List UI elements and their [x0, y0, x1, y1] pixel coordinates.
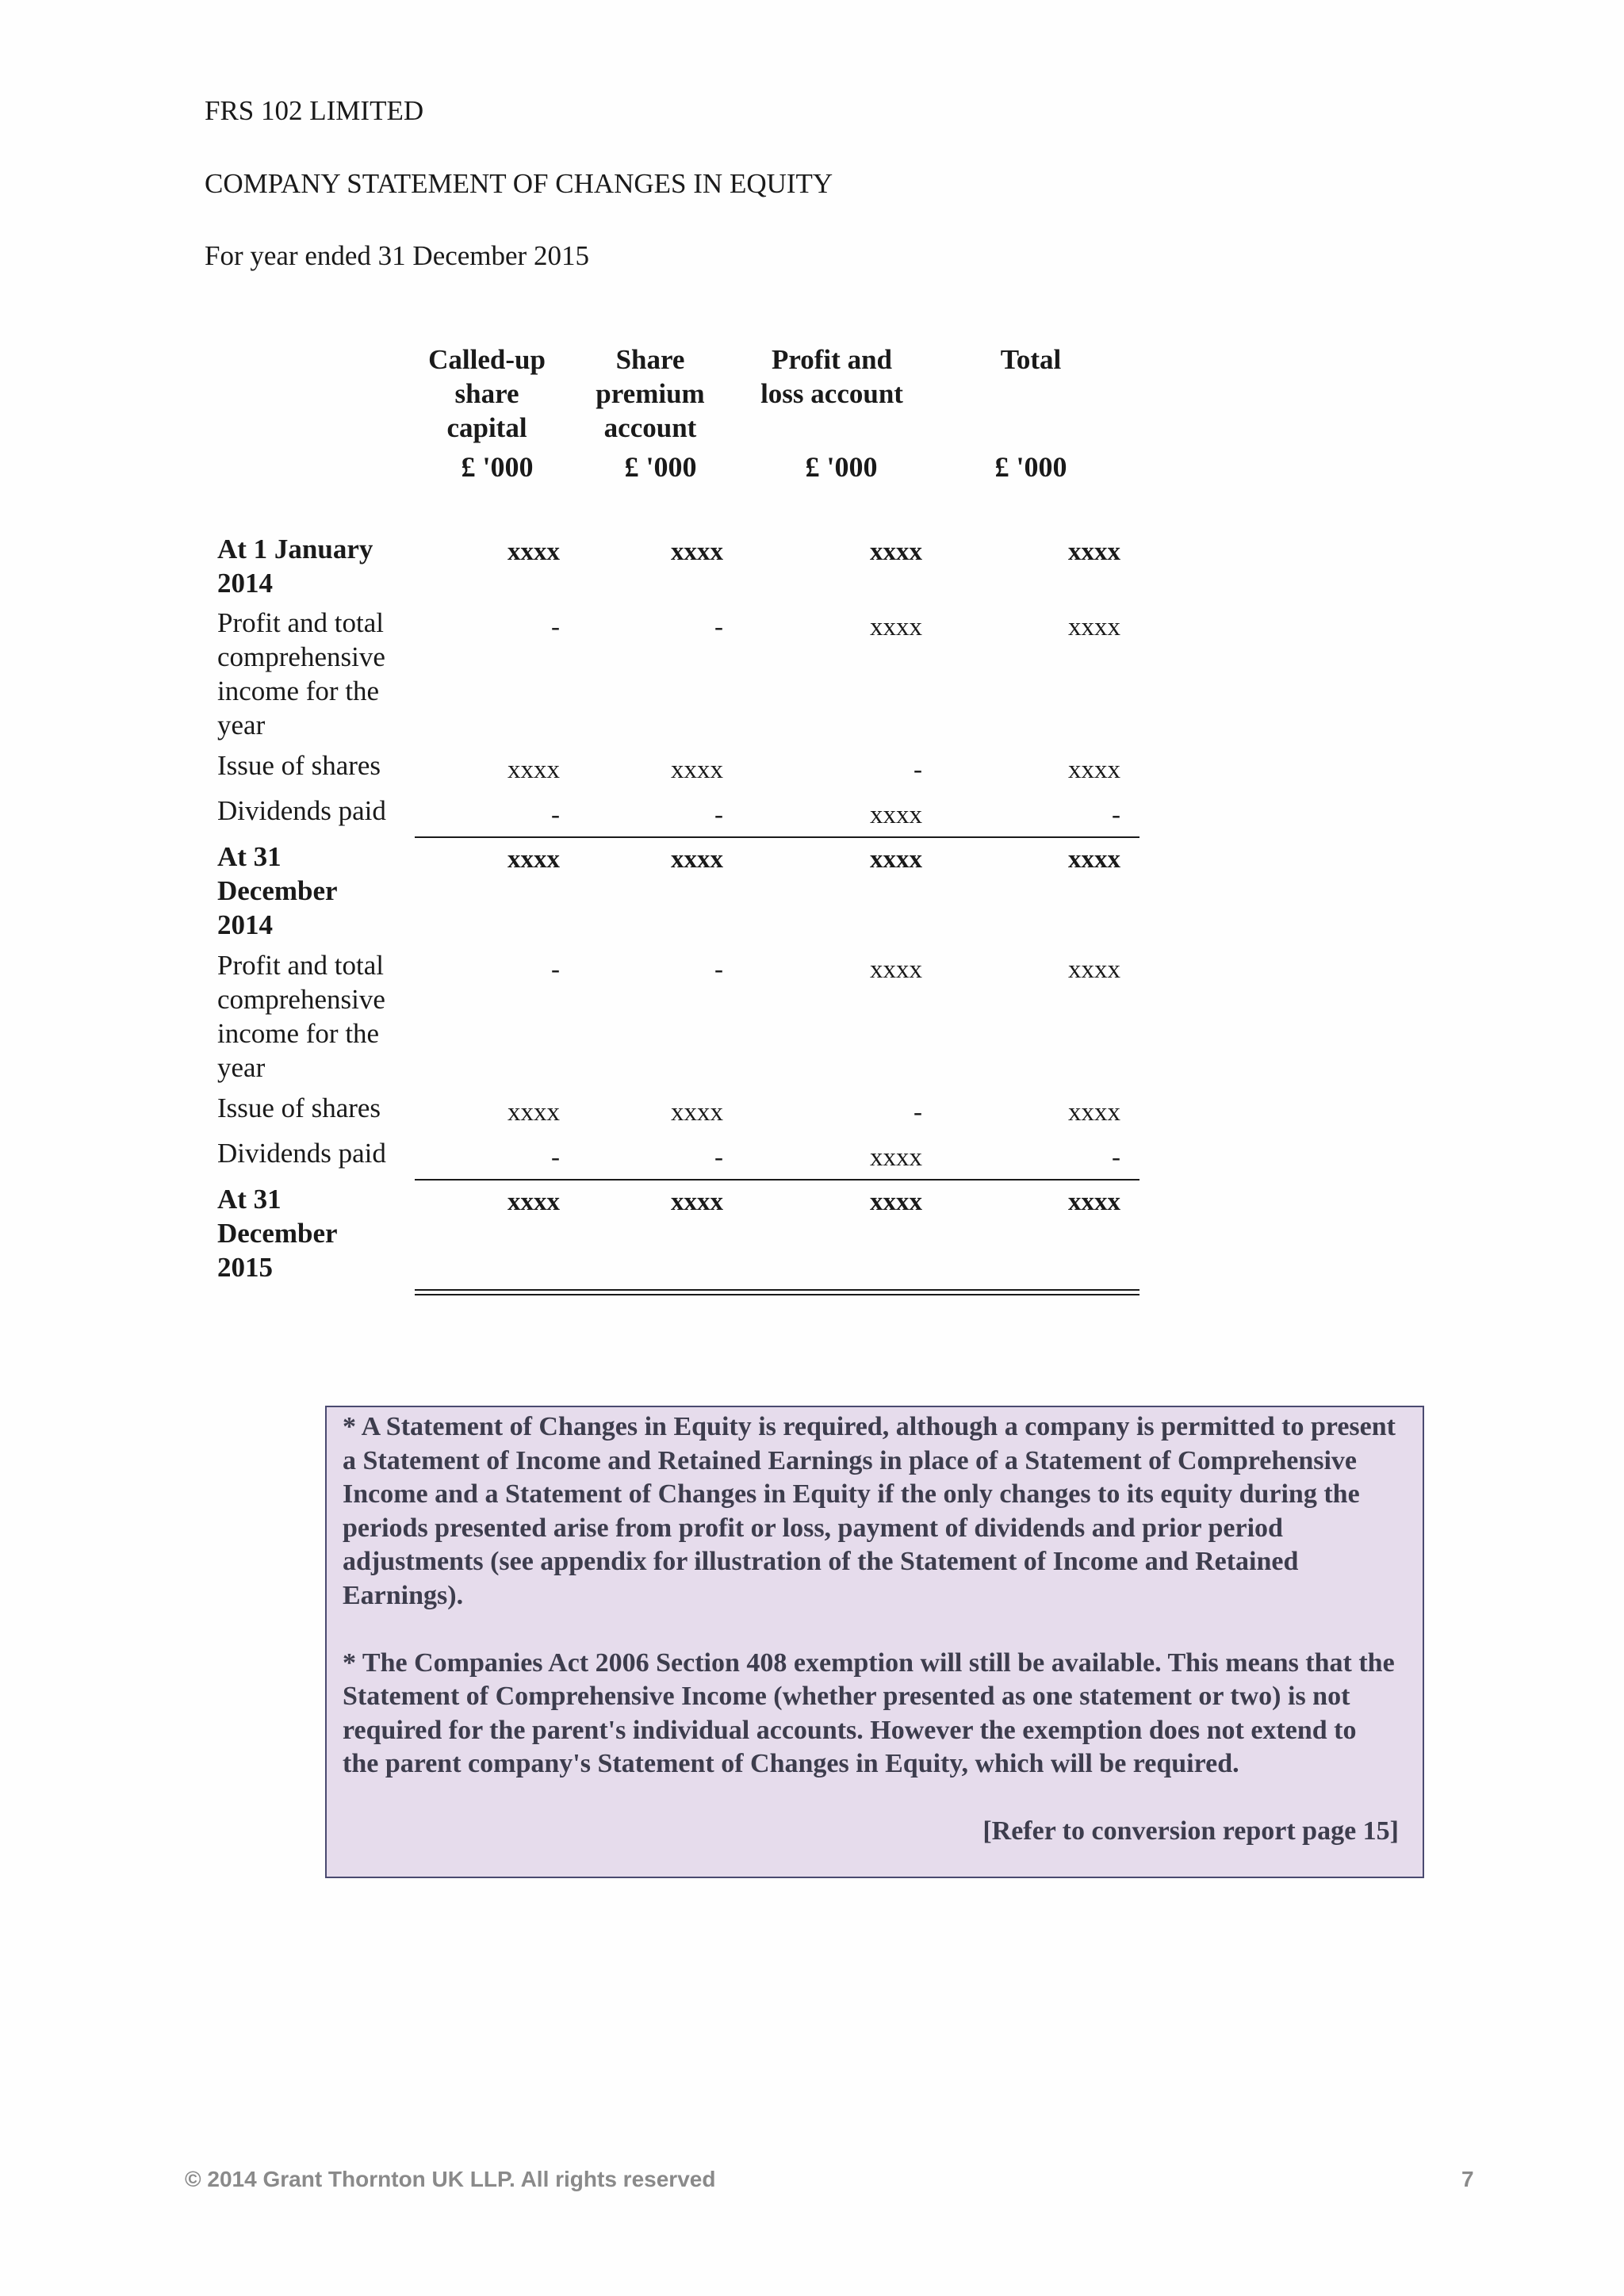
column-unit: £ '000	[461, 451, 534, 483]
note-paragraph: * The Companies Act 2006 Section 408 exemption will still be available. This means that the Statement of Comprehensive Income (whether presented as one statement or two) is not required for the parent's individual accounts. However the exemption does not extend to the parent company's Statement of Changes in Equity, which will be required.	[343, 1647, 1395, 1779]
row-label: Issue of shares	[217, 750, 381, 781]
row-label: Profit and total comprehensive income for the year	[217, 950, 385, 1083]
subtotal-rule	[415, 1179, 1139, 1181]
table-cell: -	[1112, 1143, 1120, 1172]
table-cell: -	[1112, 801, 1120, 829]
column-heading-profit-loss: Profit and loss account	[760, 344, 903, 409]
table-cell: xxxx	[671, 845, 723, 874]
row-label: At 31 December 2014	[217, 841, 337, 940]
footer-copyright: © 2014 Grant Thornton UK LLP. All rights reserved	[185, 2167, 716, 2191]
statement-title: COMPANY STATEMENT OF CHANGES IN EQUITY	[205, 168, 833, 199]
guidance-note-box	[325, 1406, 1424, 1878]
table-cell: -	[714, 955, 723, 984]
table-cell: -	[714, 613, 723, 641]
row-label: Issue of shares	[217, 1093, 381, 1123]
column-heading-share-premium: Share premium account	[596, 344, 705, 443]
table-cell: xxxx	[508, 756, 560, 784]
page-number: 7	[1461, 2167, 1474, 2191]
table-cell: xxxx	[671, 538, 723, 566]
column-unit: £ '000	[994, 451, 1067, 483]
table-cell: -	[914, 756, 922, 784]
table-cell: xxxx	[508, 1188, 560, 1216]
table-cell: -	[714, 1143, 723, 1172]
table-cell: xxxx	[870, 1188, 922, 1216]
table-cell: xxxx	[508, 538, 560, 566]
table-cell: -	[551, 613, 560, 641]
note-reference: [Refer to conversion report page 15]	[982, 1816, 1399, 1846]
table-cell: xxxx	[870, 845, 922, 874]
table-cell: xxxx	[870, 1143, 922, 1172]
table-cell: xxxx	[1068, 538, 1120, 566]
total-double-rule	[415, 1289, 1139, 1295]
table-cell: -	[914, 1098, 922, 1127]
subtotal-rule	[415, 836, 1139, 838]
table-cell: xxxx	[508, 1098, 560, 1127]
row-label: Profit and total comprehensive income for the year	[217, 607, 385, 740]
table-cell: -	[551, 1143, 560, 1172]
table-cell: xxxx	[508, 845, 560, 874]
note-paragraph: * A Statement of Changes in Equity is required, although a company is permitted to present a Statement of Income and Retained Earnings in place of a Statement of Comprehensive Income and a Statement of Changes in Equity if the only changes to its equity during the periods presented arise from profit or loss, payment of dividends and prior period adjustments (see appendix for illustration of the Statement of Income and Retained Earnings).	[343, 1412, 1396, 1610]
row-label: At 31 December 2015	[217, 1184, 337, 1283]
table-cell: xxxx	[1068, 955, 1120, 984]
company-name: FRS 102 LIMITED	[205, 95, 424, 126]
table-cell: -	[551, 955, 560, 984]
column-heading-total: Total	[1000, 344, 1062, 375]
table-cell: xxxx	[1068, 845, 1120, 874]
column-unit: £ '000	[805, 451, 878, 483]
table-cell: xxxx	[870, 801, 922, 829]
row-label: Dividends paid	[217, 1138, 386, 1169]
table-cell: -	[551, 801, 560, 829]
table-cell: xxxx	[870, 538, 922, 566]
table-cell: xxxx	[1068, 1098, 1120, 1127]
column-unit: £ '000	[624, 451, 697, 483]
table-cell: xxxx	[1068, 1188, 1120, 1216]
table-cell: xxxx	[671, 1188, 723, 1216]
table-cell: xxxx	[870, 613, 922, 641]
table-cell: xxxx	[671, 1098, 723, 1127]
table-cell: -	[714, 801, 723, 829]
row-label: At 1 January 2014	[217, 534, 373, 599]
row-label: Dividends paid	[217, 795, 386, 826]
table-cell: xxxx	[1068, 756, 1120, 784]
table-cell: xxxx	[1068, 613, 1120, 641]
table-cell: xxxx	[870, 955, 922, 984]
table-cell: xxxx	[671, 756, 723, 784]
column-heading-share-capital: Called-up share capital	[428, 344, 546, 443]
statement-period: For year ended 31 December 2015	[205, 240, 589, 271]
